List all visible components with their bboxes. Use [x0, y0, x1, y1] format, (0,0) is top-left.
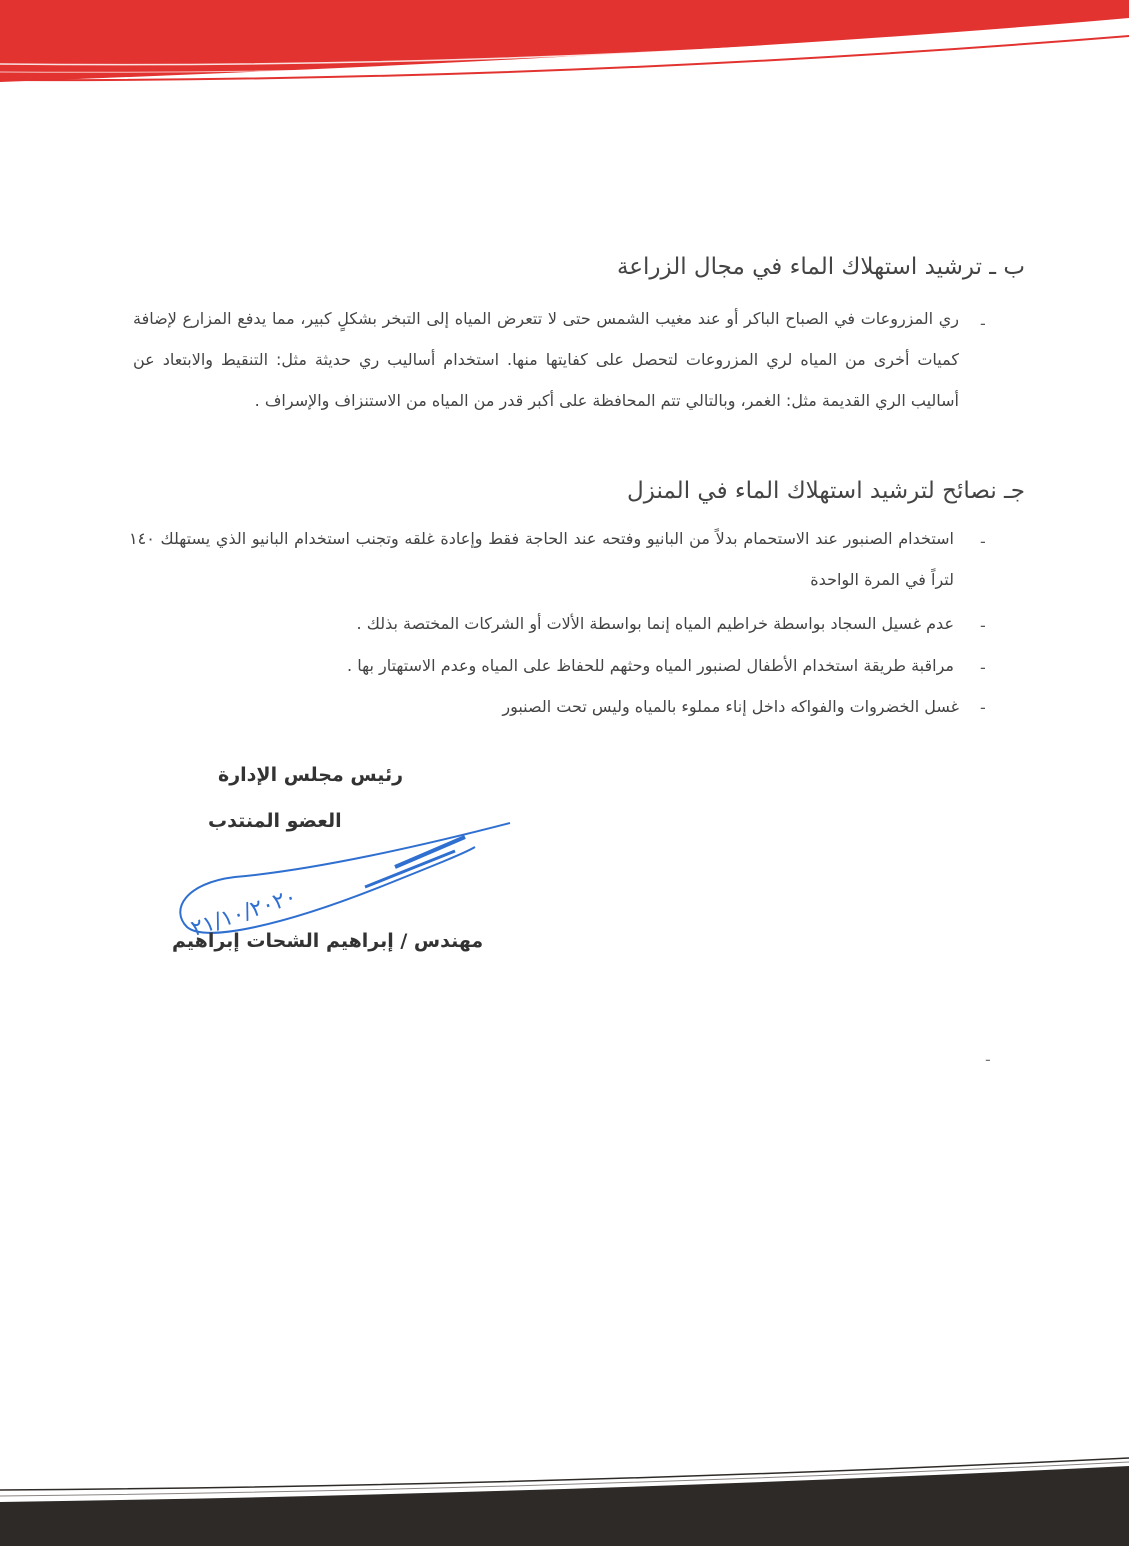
- section-c-title: جـ نصائح لترشيد استهلاك الماء في المنزل: [627, 478, 1025, 504]
- handwritten-date: ٢١/١٠/٢٠٢٠: [188, 884, 300, 942]
- list-item: غسل الخضروات والفواكه داخل إناء مملوء بالمياه وليس تحت الصنبور: [502, 697, 959, 716]
- bullet-dash: -: [980, 698, 986, 717]
- section-b-title: ب ـ ترشيد استهلاك الماء في مجال الزراعة: [616, 254, 1025, 280]
- section-b-paragraph: ري المزروعات في الصباح الباكر أو عند مغيب الشمس حتى لا تتعرض المياه إلى التبخر بشكلٍ كبير، مما يدفع المزارع لإضافة كميات أخرى من المياه لري المزروعات لتحصل على كفايتها منها. استخدام أساليب ري حديثة مثل: التنقيط والابتعاد عن أساليب الري القديمة مثل: الغمر، وبالتالي تتم المحافظة على أكبر قدر من المياه من الاستنزاف والإسراف .: [133, 309, 959, 410]
- signatory-role: العضو المنتدب: [208, 810, 342, 832]
- list-item: عدم غسيل السجاد بواسطة خراطيم المياه إنما بواسطة الألات أو الشركات المختصة بذلك .: [356, 614, 954, 633]
- list-item: مراقبة طريقة استخدام الأطفال لصنبور المياه وحثهم للحفاظ على المياه وعدم الاستهتار بها .: [347, 656, 954, 675]
- header-band: [0, 0, 1129, 90]
- bullet-dash: -: [980, 658, 986, 677]
- signatory-title: رئيس مجلس الإدارة: [218, 764, 404, 786]
- handwritten-signature: [165, 815, 525, 945]
- signatory-name: مهندس / إبراهيم الشحات إبراهيم: [172, 930, 484, 952]
- bullet-dash: -: [980, 616, 986, 635]
- bullet-dash: -: [980, 532, 986, 551]
- list-item: استخدام الصنبور عند الاستحمام بدلاً من البانيو وفتحه عند الحاجة فقط وإعادة غلقه وتجنب استخدام البانيو الذي يستهلك ١٤٠ لتراً في المرة الواحدة: [129, 529, 954, 589]
- bullet-dash: -: [980, 314, 986, 333]
- stray-mark: -: [985, 1050, 991, 1069]
- footer-band: [0, 1450, 1129, 1546]
